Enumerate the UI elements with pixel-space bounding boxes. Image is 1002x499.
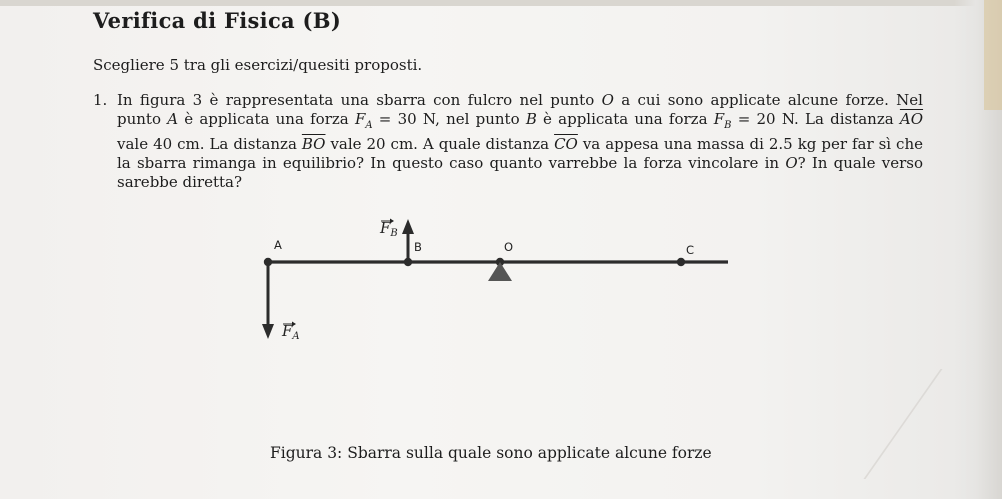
point-a-dot [264,258,272,266]
math-segment-co: $\overline{CO}$ [554,135,578,153]
math-mass: 2.5 kg [768,135,817,153]
label-c: C [686,243,695,257]
math-force-fb: $F_B$ [713,110,732,131]
instructions: Scegliere 5 tra gli esercizi/quesiti proposti. [93,56,423,74]
arrow-down-icon [262,324,274,339]
figure-caption: Figura 3: Sbarra sulla quale sono applicate alcune forze [270,444,712,462]
fulcrum-triangle-icon [488,262,512,281]
text-segment: . La distanza [199,135,302,153]
math-value-fb: = 20 N [731,110,794,128]
text-segment: . La distanza [794,110,900,128]
text-segment: In figura 3 è rappresentata una sbarra con fulcro nel punto [117,91,602,109]
text-segment: è applicata una forza [178,110,355,128]
text-segment: vale [117,135,154,153]
page-top-edge [0,0,1002,6]
math-point-o: O [601,91,614,109]
math-distance-ao: 40 cm [153,135,200,153]
arrow-up-icon [402,219,414,234]
label-o: O [504,240,514,254]
text-segment: va appesa una massa di [577,135,769,153]
label-a: A [274,238,282,252]
math-point-a: A [167,110,179,128]
question-text [117,91,923,192]
math-point-b: B [525,110,537,128]
math-point-o: O [785,154,798,172]
document-title: Verifica di Fisica (B) [93,8,342,33]
math-segment-bo: $\overline{BO}$ [301,135,326,153]
point-b-dot [404,258,412,266]
math-force-fa: $F_A$ [354,110,373,131]
math-value-fa: = 30 N [372,110,436,128]
vector-arrow-icon [390,219,394,224]
label-b: B [414,240,422,254]
text-segment: . A quale distanza [413,135,555,153]
text-segment: ? In quale verso sarebbe diretta? [117,154,924,191]
label-fb: $F_B$ [380,219,398,239]
lever-figure [250,212,740,342]
vector-arrow-icon [292,322,296,327]
text-segment: a cui sono applicate alcune forze. Nel punto [117,91,923,128]
question-1 [93,91,923,192]
background-surface [984,0,1002,110]
text-segment: per far sì che la sbarra rimanga in equilibrio? In questo caso quanto varrebbe la forza vincolare in [117,135,923,172]
text-segment: , nel punto [435,110,526,128]
point-c-dot [677,258,685,266]
text-segment: è applicata una forza [536,110,714,128]
math-segment-ao: $\overline{AO}$ [899,110,924,128]
text-segment: vale [325,135,367,153]
question-number: 1. [93,91,108,109]
math-distance-bo: 20 cm [366,135,414,153]
label-fa: $F_A$ [282,322,300,342]
